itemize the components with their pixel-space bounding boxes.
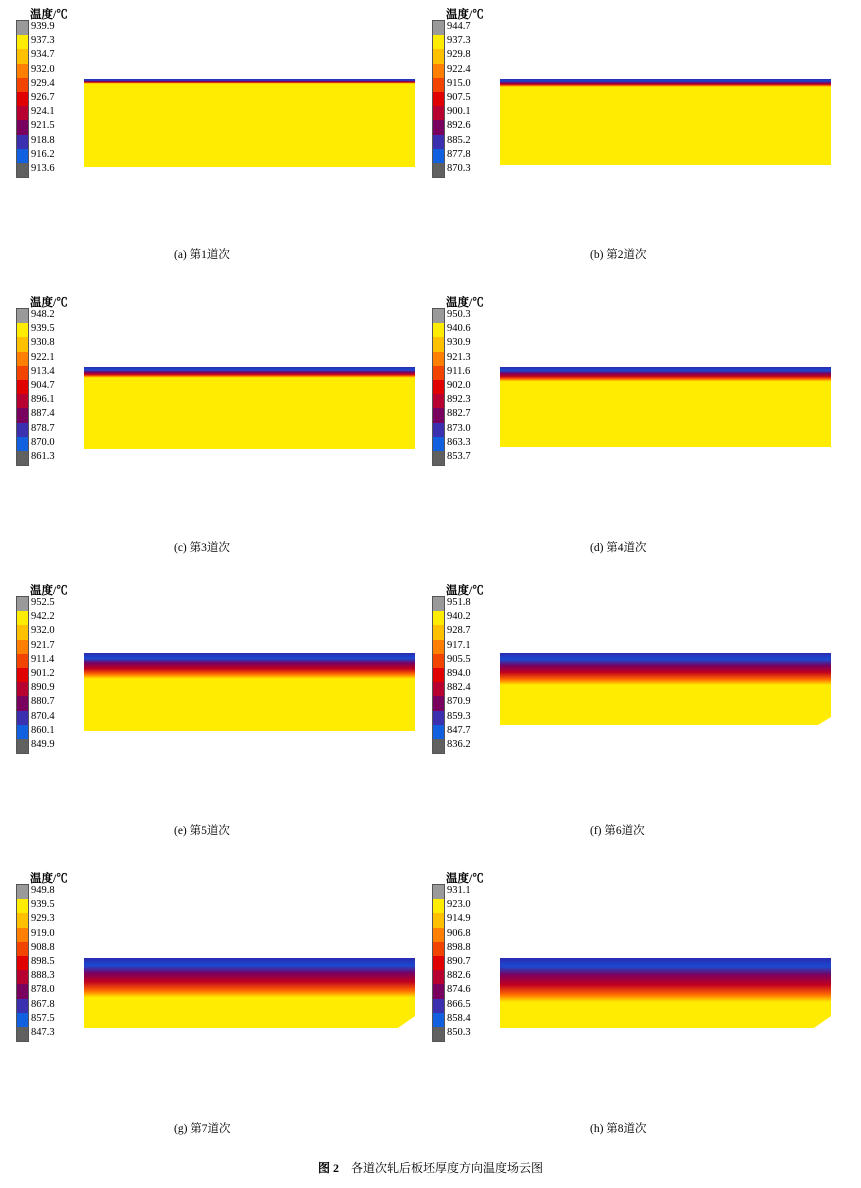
legend-swatch (433, 394, 444, 408)
legend-labels-g (31, 884, 55, 1040)
legend-swatch (433, 711, 444, 725)
legend-swatch (17, 394, 28, 408)
legend-label: 901.2 (31, 667, 55, 679)
panel-g (14, 870, 414, 1135)
contour-slab-a (84, 79, 415, 167)
panel-caption-d: (d) 第4道次 (590, 542, 647, 554)
legend-label: 894.0 (447, 667, 471, 679)
contour-slab-b (500, 79, 831, 165)
legend-label: 921.3 (447, 351, 471, 363)
legend-swatch (433, 682, 444, 696)
legend-swatch (433, 999, 444, 1013)
legend-title-b: 温度/℃ (446, 9, 484, 21)
legend-label: 904.7 (31, 379, 55, 391)
legend-label: 882.4 (447, 682, 471, 694)
legend-swatch (17, 135, 28, 149)
legend-label: 930.8 (31, 337, 55, 349)
legend-label: 847.3 (31, 1026, 55, 1038)
legend-swatch (17, 984, 28, 998)
legend-swatch (433, 21, 444, 35)
legend-label: 863.3 (447, 436, 471, 448)
legend-swatch (433, 942, 444, 956)
legend-swatch (17, 323, 28, 337)
legend-swatch (433, 899, 444, 913)
legend-swatch (17, 64, 28, 78)
legend-label: 898.8 (447, 941, 471, 953)
figure-number: 图 2 (317, 1161, 339, 1175)
legend-label: 911.4 (31, 653, 55, 665)
panel-c (14, 294, 414, 554)
legend-labels-c (31, 308, 55, 464)
panel-caption-a: (a) 第1道次 (174, 249, 230, 261)
legend-swatch (17, 597, 28, 611)
legend-colorbar-a (16, 20, 29, 178)
legend-label: 896.1 (31, 394, 55, 406)
legend-label: 914.9 (447, 913, 471, 925)
panel-caption-e: (e) 第5道次 (174, 825, 230, 837)
legend-label: 874.6 (447, 984, 471, 996)
legend-label: 867.8 (31, 998, 55, 1010)
legend-label: 870.4 (31, 710, 55, 722)
legend-title-h: 温度/℃ (446, 873, 484, 885)
legend-swatch (17, 309, 28, 323)
legend-label: 917.1 (447, 639, 471, 651)
legend-swatch (17, 35, 28, 49)
legend-label: 930.9 (447, 337, 471, 349)
legend-label: 929.8 (447, 49, 471, 61)
legend-colorbar-h (432, 884, 445, 1042)
legend-label: 937.3 (447, 35, 471, 47)
legend-label: 892.3 (447, 394, 471, 406)
legend-title-a: 温度/℃ (30, 9, 68, 21)
panel-a (14, 6, 414, 261)
legend-swatch (433, 92, 444, 106)
legend-label: 885.2 (447, 134, 471, 146)
legend-swatch (433, 885, 444, 899)
legend-swatch (17, 942, 28, 956)
legend-swatch (17, 120, 28, 134)
legend-swatch (433, 35, 444, 49)
legend-swatch (17, 668, 28, 682)
legend-colorbar-d (432, 308, 445, 466)
legend-label: 932.0 (31, 63, 55, 75)
legend-label: 847.7 (447, 724, 471, 736)
legend-swatch (17, 913, 28, 927)
legend-label: 934.7 (31, 49, 55, 61)
legend-swatch (433, 78, 444, 92)
legend-label: 853.7 (447, 450, 471, 462)
legend-title-c: 温度/℃ (30, 297, 68, 309)
legend-label: 850.3 (447, 1026, 471, 1038)
legend-swatch (17, 366, 28, 380)
legend-swatch (433, 1013, 444, 1027)
legend-label: 932.0 (31, 625, 55, 637)
legend-colorbar-b (432, 20, 445, 178)
legend-swatch (17, 711, 28, 725)
legend-title-d: 温度/℃ (446, 297, 484, 309)
legend-swatch (17, 337, 28, 351)
legend-label: 940.6 (447, 323, 471, 335)
panel-b (430, 6, 830, 261)
legend-label: 948.2 (31, 309, 55, 320)
legend-swatch (433, 640, 444, 654)
legend-title-e: 温度/℃ (30, 585, 68, 597)
contour-slab-e (84, 653, 415, 731)
legend-label: 952.5 (31, 597, 55, 608)
legend-label: 944.7 (447, 21, 471, 32)
legend-label: 950.3 (447, 309, 471, 320)
panel-caption-f: (f) 第6道次 (590, 825, 645, 837)
legend-label: 951.8 (447, 597, 471, 608)
legend-label: 939.9 (31, 21, 55, 32)
legend-swatch (433, 337, 444, 351)
legend-swatch (17, 696, 28, 710)
legend-swatch (433, 380, 444, 394)
legend-label: 859.3 (447, 710, 471, 722)
legend-swatch (17, 149, 28, 163)
legend-swatch (433, 323, 444, 337)
legend-swatch (17, 21, 28, 35)
legend-swatch (433, 120, 444, 134)
legend-swatch (17, 654, 28, 668)
legend-swatch (433, 725, 444, 739)
legend-label: 937.3 (31, 35, 55, 47)
legend-label: 858.4 (447, 1012, 471, 1024)
legend-label: 919.0 (31, 927, 55, 939)
legend-swatch (433, 437, 444, 451)
legend-label: 942.2 (31, 611, 55, 623)
legend-swatch (433, 352, 444, 366)
legend-label: 873.0 (447, 422, 471, 434)
legend-swatch (433, 654, 444, 668)
legend-swatch (433, 956, 444, 970)
legend-label: 921.7 (31, 639, 55, 651)
legend-label: 878.7 (31, 422, 55, 434)
legend-swatch (17, 380, 28, 394)
legend-label: 870.0 (31, 436, 55, 448)
legend-labels-f (447, 596, 471, 752)
legend-label: 887.4 (31, 408, 55, 420)
legend-swatch (17, 106, 28, 120)
legend-swatch (17, 451, 28, 465)
legend-title-g: 温度/℃ (30, 873, 68, 885)
legend-label: 892.6 (447, 120, 471, 132)
legend-label: 918.8 (31, 134, 55, 146)
legend-label: 836.2 (447, 738, 471, 750)
legend-swatch (433, 611, 444, 625)
legend-label: 924.1 (31, 106, 55, 118)
contour-slab-c (84, 367, 415, 449)
legend-swatch (433, 309, 444, 323)
legend-label: 928.7 (447, 625, 471, 637)
legend-label: 877.8 (447, 148, 471, 160)
panel-f (430, 582, 830, 837)
legend-colorbar-c (16, 308, 29, 466)
panel-caption-h: (h) 第8道次 (590, 1123, 647, 1135)
legend-swatch (433, 1027, 444, 1041)
legend-label: 905.5 (447, 653, 471, 665)
panel-d (430, 294, 830, 554)
legend-label: 890.9 (31, 682, 55, 694)
legend-swatch (17, 163, 28, 177)
panel-h (430, 870, 830, 1135)
legend-swatch (433, 408, 444, 422)
legend-label: 940.2 (447, 611, 471, 623)
figure-caption-text: 各道次轧后板坯厚度方向温度场云图 (351, 1161, 544, 1175)
legend-swatch (433, 984, 444, 998)
legend-swatch (17, 611, 28, 625)
legend-label: 878.0 (31, 984, 55, 996)
legend-swatch (433, 423, 444, 437)
legend-swatch (17, 352, 28, 366)
legend-label: 915.0 (447, 77, 471, 89)
legend-label: 870.3 (447, 162, 471, 174)
legend-swatch (17, 725, 28, 739)
legend-label: 860.1 (31, 724, 55, 736)
legend-labels-a (31, 20, 55, 176)
legend-labels-d (447, 308, 471, 464)
legend-label: 923.0 (447, 899, 471, 911)
legend-swatch (433, 49, 444, 63)
legend-label: 949.8 (31, 885, 55, 896)
legend-swatch (17, 899, 28, 913)
legend-swatch (17, 885, 28, 899)
legend-label: 900.1 (447, 106, 471, 118)
contour-slab-h (500, 958, 831, 1034)
legend-swatch (433, 64, 444, 78)
legend-swatch (17, 1027, 28, 1041)
legend-colorbar-e (16, 596, 29, 754)
legend-swatch (17, 970, 28, 984)
legend-swatch (17, 423, 28, 437)
legend-label: 890.7 (447, 955, 471, 967)
legend-label: 921.5 (31, 120, 55, 132)
panel-caption-g: (g) 第7道次 (174, 1123, 231, 1135)
legend-labels-b (447, 20, 471, 176)
legend-label: 922.4 (447, 63, 471, 75)
legend-colorbar-g (16, 884, 29, 1042)
legend-swatch (17, 739, 28, 753)
legend-swatch (433, 668, 444, 682)
legend-label: 911.6 (447, 365, 471, 377)
legend-swatch (17, 956, 28, 970)
panel-caption-b: (b) 第2道次 (590, 249, 647, 261)
legend-labels-e (31, 596, 55, 752)
legend-label: 861.3 (31, 450, 55, 462)
legend-label: 926.7 (31, 91, 55, 103)
legend-label: 939.5 (31, 323, 55, 335)
figure-caption (0, 1159, 861, 1176)
legend-swatch (433, 739, 444, 753)
legend-swatch (17, 928, 28, 942)
legend-title-f: 温度/℃ (446, 585, 484, 597)
legend-swatch (17, 682, 28, 696)
legend-swatch (17, 437, 28, 451)
legend-label: 908.8 (31, 941, 55, 953)
legend-label: 898.5 (31, 955, 55, 967)
legend-swatch (433, 696, 444, 710)
legend-swatch (17, 640, 28, 654)
legend-label: 888.3 (31, 970, 55, 982)
panel-e (14, 582, 414, 837)
legend-label: 870.9 (447, 696, 471, 708)
legend-label: 922.1 (31, 351, 55, 363)
legend-label: 902.0 (447, 379, 471, 391)
legend-label: 916.2 (31, 148, 55, 160)
legend-swatch (17, 999, 28, 1013)
legend-label: 913.6 (31, 162, 55, 174)
contour-slab-f (500, 653, 831, 733)
legend-label: 857.5 (31, 1012, 55, 1024)
legend-label: 913.4 (31, 365, 55, 377)
legend-swatch (17, 1013, 28, 1027)
legend-swatch (433, 913, 444, 927)
legend-label: 906.8 (447, 927, 471, 939)
legend-swatch (433, 106, 444, 120)
legend-label: 882.7 (447, 408, 471, 420)
contour-slab-g (84, 958, 415, 1034)
legend-swatch (433, 451, 444, 465)
legend-swatch (433, 928, 444, 942)
legend-label: 907.5 (447, 91, 471, 103)
legend-swatch (17, 78, 28, 92)
legend-label: 929.3 (31, 913, 55, 925)
legend-swatch (433, 597, 444, 611)
legend-swatch (433, 366, 444, 380)
legend-colorbar-f (432, 596, 445, 754)
legend-label: 866.5 (447, 998, 471, 1010)
legend-swatch (433, 149, 444, 163)
contour-slab-d (500, 367, 831, 447)
legend-swatch (433, 163, 444, 177)
legend-swatch (433, 625, 444, 639)
panel-caption-c: (c) 第3道次 (174, 542, 230, 554)
legend-label: 931.1 (447, 885, 471, 896)
legend-label: 849.9 (31, 738, 55, 750)
legend-swatch (433, 135, 444, 149)
legend-label: 880.7 (31, 696, 55, 708)
legend-swatch (17, 408, 28, 422)
legend-swatch (17, 625, 28, 639)
legend-label: 939.5 (31, 899, 55, 911)
legend-label: 882.6 (447, 970, 471, 982)
legend-swatch (433, 970, 444, 984)
legend-labels-h (447, 884, 471, 1040)
legend-label: 929.4 (31, 77, 55, 89)
legend-swatch (17, 49, 28, 63)
legend-swatch (17, 92, 28, 106)
